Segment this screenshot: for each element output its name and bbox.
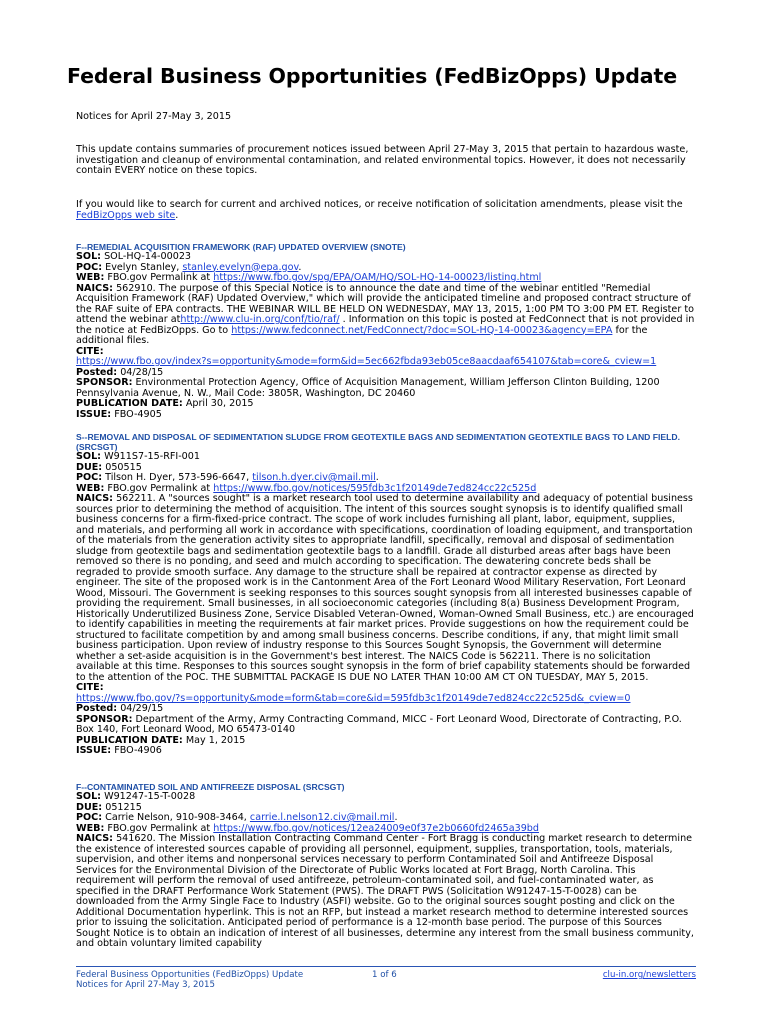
notice-naics: NAICS: 541620. The Mission Installation Contracting Command Center - Fort Bragg is conducting market research to determine the existence of interested sources capable of providing all personnel, equipment, supplies, transportation, tools, materials, supervision, and other items and nonpersonal services necessary to perform Contaminated Soil and Antifreeze Disposal Services for the Environmental Division of the Directorate of Public Works located at Fort Bragg, North Carolina. This requirement will perform the removal of used antifreeze, petroleum-contaminated soil, and fuel-contaminated water, as specified in the DRAFT Performance Work Statement (PWS). The DRAFT PWS (Solicitation W91247-15-T-0028) can be downloaded from the Army Single Face to Industry (ASFI) website. Go to the original sources sought posting and click on the Additional Documentation hyperlink. This is not an RFP, but instead a market research method to determine interested sources prior to issuing the solicitation. Anticipated period of performance is a 12-month base period. The purpose of this Sources Sought Notice is to obtain an indication of interest of all businesses, determine any interest from the small business community, and obtain voluntary limited capability bbox=[76, 833, 694, 949]
notice-web: WEB: FBO.gov Permalink at https://www.fbo.gov/notices/12ea24009e0f37e2b0660fd2465a39bd bbox=[76, 822, 539, 834]
notice-issue: ISSUE: FBO-4905 bbox=[76, 408, 162, 420]
notice-poc: POC: Tilson H. Dyer, 573-596-6647, tilson.h.dyer.civ@mail.mil. bbox=[76, 472, 379, 483]
intro-paragraph: This update contains summaries of procurement notices issued between April 27-May 3, 2015 that pertain to hazardous waste, investigation and cleanup of environmental contamination, and related environmental topics. However, it does not necessarily contain EVERY notice on these topics. bbox=[76, 144, 689, 177]
notice-posted: Posted: 04/28/15 bbox=[76, 366, 164, 378]
notice-cite bbox=[76, 694, 696, 705]
notice-title: F--CONTAMINATED SOIL AND ANTIFREEZE DISPOSAL (SRCSGT) bbox=[76, 782, 345, 792]
notice-cite bbox=[76, 357, 696, 368]
search-paragraph: If you would like to search for current and archived notices, or receive notification of solicitation amendments, please visit the FedBizOpps web site. bbox=[76, 199, 683, 221]
notice-cite-label: CITE: bbox=[76, 345, 104, 357]
fedconnect-link[interactable]: https://www.fedconnect.net/FedConnect/?doc=SOL-HQ-14-00023&agency=EPA bbox=[231, 324, 613, 336]
page-number: 1 of 6 bbox=[372, 970, 397, 980]
notice-pubdate: PUBLICATION DATE: May 1, 2015 bbox=[76, 734, 246, 746]
notice-posted: Posted: 04/29/15 bbox=[76, 703, 164, 714]
notice-web: WEB: FBO.gov Permalink at https://www.fbo.gov/notices/595fdb3c1f20149de7ed824cc22c525d bbox=[76, 482, 537, 494]
notice-sol: SOL: W911S7-15-RFI-001 bbox=[76, 451, 200, 462]
notice-poc: POC: Evelyn Stanley, stanley.evelyn@epa.gov. bbox=[76, 261, 302, 273]
notice-naics: NAICS: 562211. A "sources sought" is a market research tool used to determine availability and adequacy of potential business sources prior to determining the method of acquisition. The intent of this sources sought synopsis is to identify qualified small business concerns for a firm-fixed-price contract. The scope of work includes furnishing all plant, labor, equipment, supplies, and materials, and performing all work in accordance with specifications, coordination of loading equipment, and transportation of the materials from the generation activity sites to appropriate landfill, specifically, removal and disposal of sedimentation sludge from geotextile bags and sedimentation geotextile bags to a landfill. Grade all disturbed areas after bags have been removed so there is no ponding, and seed and mulch according to specification. The dewatering concrete beds shall be regraded to provide smooth surface. Any damage to the structure shall be repaired at contractor expense as directed by engineer. The site of the proposed work is in the Cantonment Area of the Fort Leonard Wood Military Reservation, Fort Leonard Wood, Missouri. The Government is seeking responses to this sources sought synopsis from all interested businesses capable of providing the requirement. Small businesses, in all socioeconomic categories (including 8(a) Business Development Program, Historically Underutilized Business Zone, Service Disabled Veteran-Owned, Woman-Owned Small Business, etc.) are encouraged to identify capabilities in meeting the requirements at fair market prices. Provide suggestions on how the requirement could be structured to facilitate competition by and among small business concerns. Describe conditions, if any, that might limit small business participation. Upon review of industry response to this Sources Sought Synopsis, the Government will determine whether a set-aside acquisition is in the Government's best interest. The NAICS Code is 562211. There is no solicitation available at this time. Responses to this sources sought synopsis in the form of brief capability statements should be forwarded to the attention of the POC. THE SUBMITTAL PACKAGE IS DUE NO LATER THAN 10:00 AM CT ON TUESDAY, MAY 5, 2015. bbox=[76, 493, 694, 683]
fedbizopps-website-link[interactable]: FedBizOpps web site bbox=[76, 209, 176, 221]
notice-due: DUE: 050515 bbox=[76, 461, 142, 473]
cite-link[interactable]: https://www.fbo.gov/?s=opportunity&mode=form&tab=core&id=595fdb3c1f20149de7ed824cc22c525d&_cview=0 bbox=[76, 692, 631, 704]
page-title: Federal Business Opportunities (FedBizOpps) Update bbox=[67, 64, 678, 88]
newsletters-link[interactable]: clu-in.org/newsletters bbox=[602, 970, 696, 980]
cite-link[interactable]: https://www.fbo.gov/index?s=opportunity&mode=form&id=5ec662fbda93eb05ce8aacdaaf654107&tab=core&_cview=1 bbox=[76, 356, 657, 367]
date-range-subtitle: Notices for April 27-May 3, 2015 bbox=[76, 111, 232, 122]
notice-sponsor: SPONSOR: Environmental Protection Agency, Office of Acquisition Management, William Jefferson Clinton Building, 1200 Pennsylvania Avenue, N. W., Mail Code: 3805R, Washington, DC 20460 bbox=[76, 377, 660, 399]
poc-email-link[interactable]: tilson.h.dyer.civ@mail.mil bbox=[252, 472, 376, 483]
notice-sol: SOL: SOL-HQ-14-00023 bbox=[76, 251, 192, 262]
permalink-link[interactable]: https://www.fbo.gov/notices/595fdb3c1f20149de7ed824cc22c525d bbox=[213, 482, 537, 494]
notice-sponsor: SPONSOR: Department of the Army, Army Contracting Command, MICC - Fort Leonard Wood, Directorate of Contracting, P.O. Box 140, Fort Leonard Wood, MO 65473-0140 bbox=[76, 713, 682, 735]
notice-web: WEB: FBO.gov Permalink at https://www.fbo.gov/spg/EPA/OAM/HQ/SOL-HQ-14-00023/listing.html bbox=[76, 272, 542, 283]
notice-poc: POC: Carrie Nelson, 910-908-3464, carrie.l.nelson12.civ@mail.mil. bbox=[76, 812, 398, 823]
page-footer bbox=[76, 966, 696, 990]
notice-cite-label: CITE: bbox=[76, 682, 104, 693]
notice-sol: SOL: W91247-15-T-0028 bbox=[76, 791, 196, 802]
notice-2 bbox=[76, 432, 696, 757]
notice-1 bbox=[76, 242, 696, 420]
notice-naics: NAICS: 562910. The purpose of this Special Notice is to announce the date and time of the webinar entitled "Remedial Acquisition Framework (RAF) Updated Overview," which will provide the anticipated timeline and proposed contract structure of the RAF suite of EPA contracts. THE WEBINAR WILL BE HELD ON WEDNESDAY, MAY 13, 2015, 1:00 PM TO 3:00 PM ET. Register to attend the webinar athttp://www.clu-in.org/conf/tio/raf/ . Information on this topic is posted at FedConnect that is not provided in the notice at FedBizOpps. Go to https://www.fedconnect.net/FedConnect/?doc=SOL-HQ-14-00023&agency=EPA for the additional files. bbox=[76, 282, 695, 346]
notice-title: S--REMOVAL AND DISPOSAL OF SEDIMENTATION SLUDGE FROM GEOTEXTILE BAGS AND SEDIMENTATION GEOTEXTILE BAGS TO LAND FIELD. (SRCSGT) bbox=[76, 432, 680, 452]
poc-email-link[interactable]: carrie.l.nelson12.civ@mail.mil bbox=[249, 812, 395, 823]
permalink-link[interactable]: https://www.fbo.gov/spg/EPA/OAM/HQ/SOL-HQ-14-00023/listing.html bbox=[213, 272, 542, 283]
notice-3 bbox=[76, 782, 696, 950]
notice-title: F--REMEDIAL ACQUISITION FRAMEWORK (RAF) UPDATED OVERVIEW (SNOTE) bbox=[76, 242, 406, 252]
webinar-link[interactable]: http://www.clu-in.org/conf/tio/raf/ bbox=[180, 314, 340, 325]
notice-due: DUE: 051215 bbox=[76, 801, 142, 813]
poc-email-link[interactable]: stanley.evelyn@epa.gov bbox=[182, 261, 299, 273]
footer-left: Federal Business Opportunities (FedBizOpps) Update Notices for April 27-May 3, 2015 bbox=[76, 970, 304, 990]
notice-pubdate: PUBLICATION DATE: April 30, 2015 bbox=[76, 398, 254, 409]
permalink-link[interactable]: https://www.fbo.gov/notices/12ea24009e0f37e2b0660fd2465a39bd bbox=[213, 822, 539, 834]
notice-issue: ISSUE: FBO-4906 bbox=[76, 745, 162, 756]
